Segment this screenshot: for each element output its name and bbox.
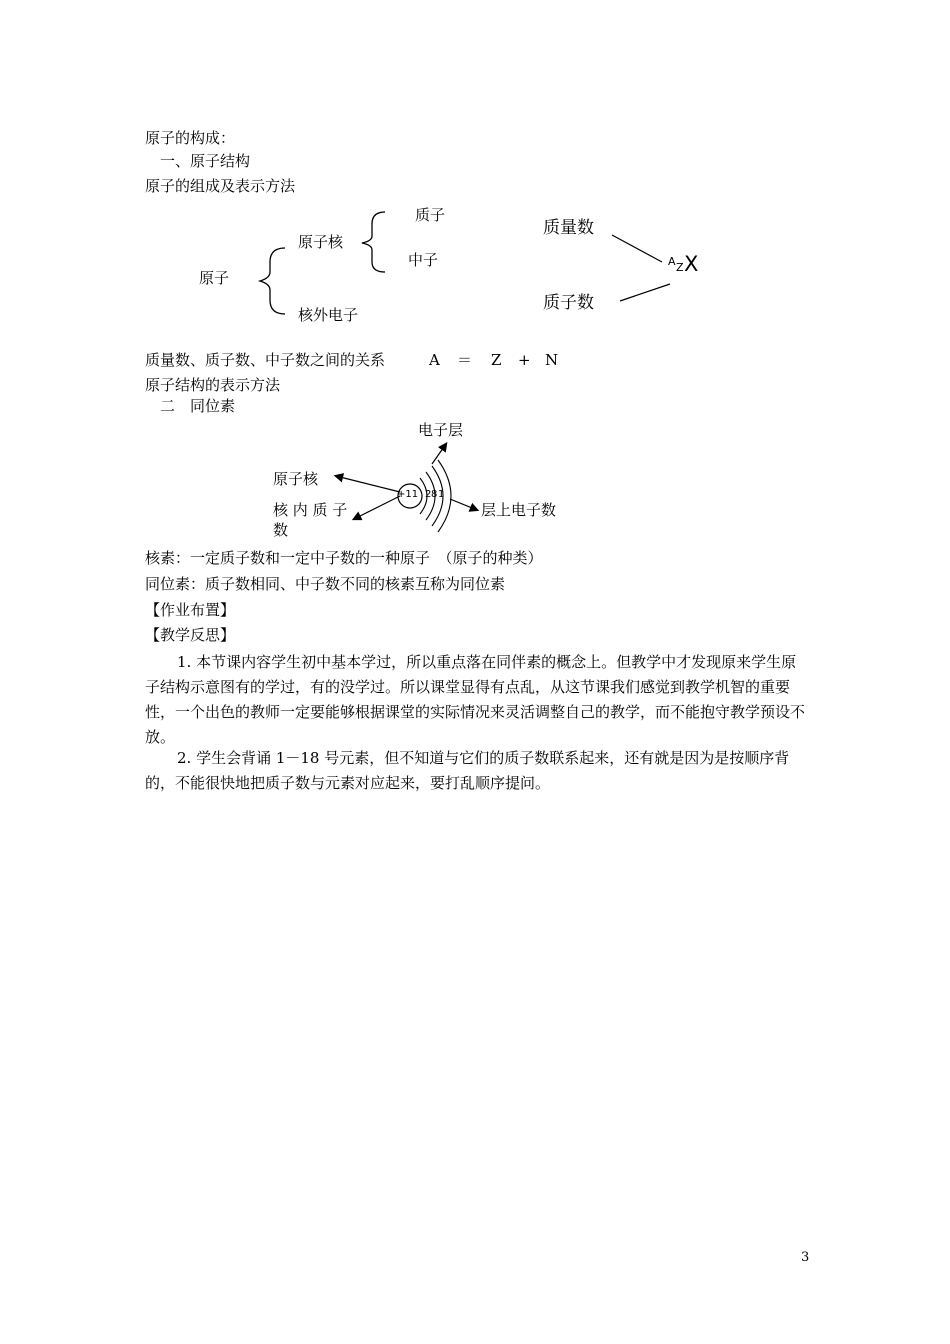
reflection-heading: 【教学反思】 [145,626,236,644]
line-mass-number [612,235,662,262]
nuclear-charge: +11 [397,489,419,500]
tree-electron: 核外电子 [298,306,359,324]
relation-N: N [545,351,559,369]
tree-proton: 质子 [415,206,446,224]
relation-label: 质量数、质子数、中子数之间的关系 [145,351,386,369]
subtitle-representation: 原子结构的表示方法 [145,376,281,394]
brace-nucleus [362,212,385,272]
arrow-proton-number [354,496,400,519]
reflection-paragraph-2: 2. 学生会背诵 1－18 号元素，但不知道与它们的质子数联系起来，还有就是因为是按顺序背的，不能很快地把质子数与元素对应起来，要打乱顺序提问。 [145,749,790,792]
reflection-paragraph-1: 1. 本节课内容学生初中基本学过，所以重点落在同伴素的概念上。但教学中才发现原来学生原子结构示意图有的学过，有的没学过。所以课堂显得有点乱，从这节课我们感觉到教学机智的重要性，一个出色的教师一定要能够根据课堂的实际情况来灵活调整自己的教学，而不能抱守教学预设不放。 [145,653,806,746]
shell-3-count: 1 [438,489,445,500]
shell-1-count: 2 [425,489,432,500]
section-title-isotope: 二 同位素 [160,397,236,415]
relation-A: A [429,351,440,369]
subtitle-composition: 原子的组成及表示方法 [145,177,296,195]
notation-sup: A [668,255,676,268]
label-proton-count-2: 数 [273,521,289,539]
relation-Z: Z [491,351,502,369]
relation-eq: ＝ [457,351,473,369]
label-shell: 电子层 [418,421,464,439]
homework-heading: 【作业布置】 [145,601,236,619]
label-proton-number: 质子数 [543,293,594,313]
heading: 原子的构成： [145,129,236,147]
label-mass-number: 质量数 [543,218,594,238]
label-proton-count-1: 核 内 质 子 [273,501,348,519]
arrow-electrons [450,499,477,510]
label-electron-count: 层上电子数 [481,501,557,519]
page-number: 3 [801,1250,810,1265]
tree-nucleus: 原子核 [298,233,344,251]
section-title-structure: 一、原子结构 [160,152,251,170]
isotope-definition: 同位素：质子数相同、中子数不同的核素互称为同位素 [145,575,506,593]
notation-symbol: X [684,252,699,276]
tree-neutron: 中子 [408,251,439,269]
relation-plus: + [518,351,531,369]
notation-sub: Z [676,261,684,274]
brace-atom [260,248,285,314]
nuclide-definition: 核素：一定质子数和一定中子数的一种原子 （原子的种类） [145,549,543,567]
tree-root: 原子 [199,269,230,287]
shell-2-count: 8 [431,489,438,500]
label-nucleus: 原子核 [273,470,319,488]
arrow-nucleus [336,476,400,492]
line-proton-number [620,284,670,301]
